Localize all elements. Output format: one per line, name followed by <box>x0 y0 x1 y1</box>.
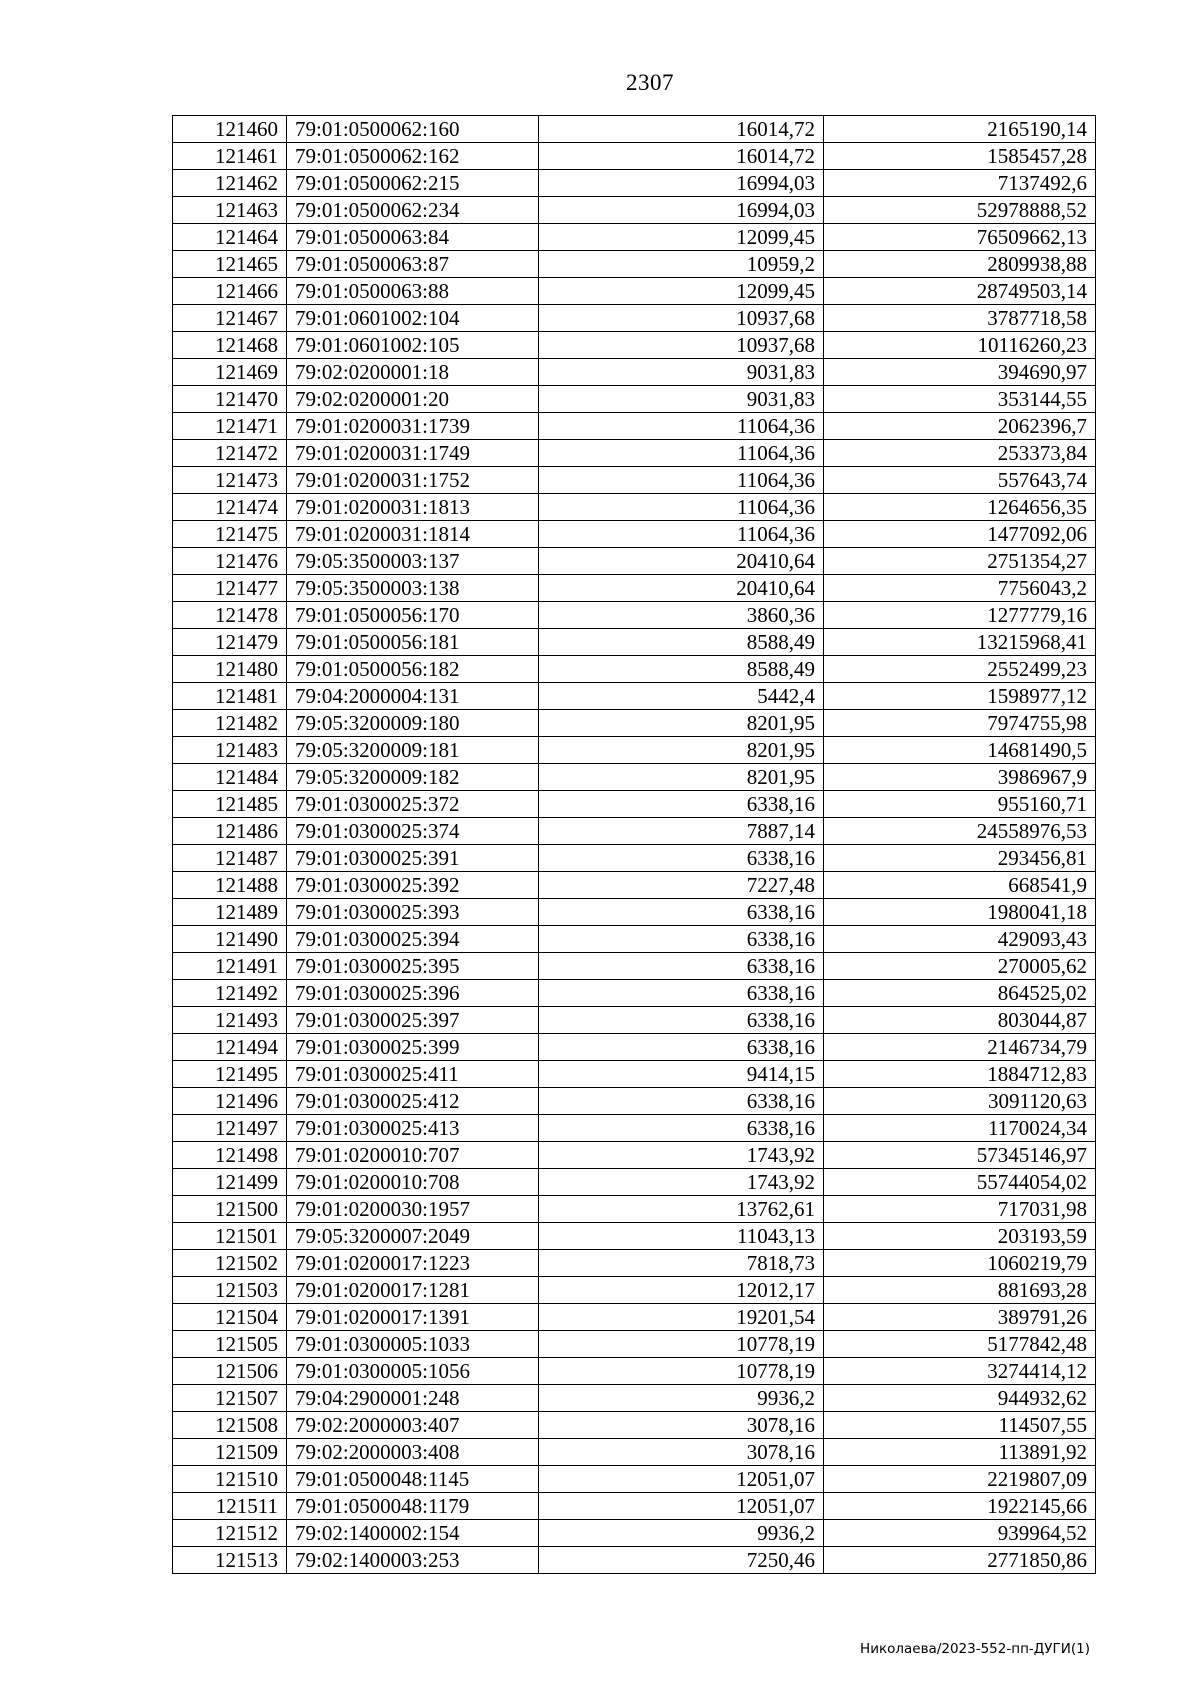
row-number-cell: 121503 <box>173 1277 287 1304</box>
table-row <box>173 440 1096 467</box>
table-row <box>173 224 1096 251</box>
row-number-cell: 121484 <box>173 764 287 791</box>
cadastral-number-cell: 79:01:0300005:1033 <box>287 1331 539 1358</box>
specific-value-cell: 7250,46 <box>539 1547 824 1574</box>
cadastral-cost-cell: 203193,59 <box>824 1223 1096 1250</box>
specific-value-cell: 3078,16 <box>539 1412 824 1439</box>
cadastral-number-cell: 79:01:0200031:1814 <box>287 521 539 548</box>
cadastral-number-cell: 79:01:0200031:1749 <box>287 440 539 467</box>
cadastral-cost-cell: 557643,74 <box>824 467 1096 494</box>
table-row <box>173 764 1096 791</box>
row-number-cell: 121498 <box>173 1142 287 1169</box>
cadastral-number-cell: 79:01:0300025:372 <box>287 791 539 818</box>
table-row <box>173 656 1096 683</box>
table-row <box>173 467 1096 494</box>
cadastral-number-cell: 79:01:0200030:1957 <box>287 1196 539 1223</box>
row-number-cell: 121491 <box>173 953 287 980</box>
cadastral-number-cell: 79:01:0500048:1179 <box>287 1493 539 1520</box>
cadastral-cost-cell: 1585457,28 <box>824 143 1096 170</box>
specific-value-cell: 6338,16 <box>539 926 824 953</box>
cadastral-cost-cell: 2552499,23 <box>824 656 1096 683</box>
document-footer-code: Николаева/2023-552-пп-ДУГИ(1) <box>860 1641 1090 1657</box>
cadastral-cost-cell: 28749503,14 <box>824 278 1096 305</box>
cadastral-cost-cell: 668541,9 <box>824 872 1096 899</box>
specific-value-cell: 9936,2 <box>539 1385 824 1412</box>
cadastral-number-cell: 79:01:0300025:411 <box>287 1061 539 1088</box>
row-number-cell: 121481 <box>173 683 287 710</box>
specific-value-cell: 10937,68 <box>539 305 824 332</box>
specific-value-cell: 20410,64 <box>539 575 824 602</box>
specific-value-cell: 19201,54 <box>539 1304 824 1331</box>
cadastral-cost-cell: 2809938,88 <box>824 251 1096 278</box>
cadastral-cost-cell: 394690,97 <box>824 359 1096 386</box>
cadastral-cost-cell: 1277779,16 <box>824 602 1096 629</box>
table-row <box>173 602 1096 629</box>
cadastral-cost-cell: 3091120,63 <box>824 1088 1096 1115</box>
row-number-cell: 121477 <box>173 575 287 602</box>
specific-value-cell: 6338,16 <box>539 1007 824 1034</box>
table-row <box>173 548 1096 575</box>
specific-value-cell: 12051,07 <box>539 1466 824 1493</box>
row-number-cell: 121482 <box>173 710 287 737</box>
table-row <box>173 1196 1096 1223</box>
table-row <box>173 278 1096 305</box>
table-row <box>173 413 1096 440</box>
row-number-cell: 121467 <box>173 305 287 332</box>
cadastral-cost-cell: 2062396,7 <box>824 413 1096 440</box>
cadastral-cost-cell: 2751354,27 <box>824 548 1096 575</box>
cadastral-number-cell: 79:01:0200010:708 <box>287 1169 539 1196</box>
row-number-cell: 121461 <box>173 143 287 170</box>
row-number-cell: 121499 <box>173 1169 287 1196</box>
cadastral-number-cell: 79:01:0300025:412 <box>287 1088 539 1115</box>
specific-value-cell: 7818,73 <box>539 1250 824 1277</box>
specific-value-cell: 8201,95 <box>539 710 824 737</box>
cadastral-cost-cell: 55744054,02 <box>824 1169 1096 1196</box>
table-row <box>173 1250 1096 1277</box>
specific-value-cell: 11064,36 <box>539 521 824 548</box>
table-row <box>173 737 1096 764</box>
table-row <box>173 143 1096 170</box>
table-row <box>173 791 1096 818</box>
row-number-cell: 121472 <box>173 440 287 467</box>
specific-value-cell: 6338,16 <box>539 1034 824 1061</box>
cadastral-cost-cell: 14681490,5 <box>824 737 1096 764</box>
table-row <box>173 629 1096 656</box>
table-row <box>173 1439 1096 1466</box>
cadastral-number-cell: 79:01:0200010:707 <box>287 1142 539 1169</box>
cadastral-number-cell: 79:01:0300025:391 <box>287 845 539 872</box>
row-number-cell: 121475 <box>173 521 287 548</box>
row-number-cell: 121474 <box>173 494 287 521</box>
cadastral-cost-cell: 3274414,12 <box>824 1358 1096 1385</box>
specific-value-cell: 6338,16 <box>539 1115 824 1142</box>
row-number-cell: 121494 <box>173 1034 287 1061</box>
row-number-cell: 121470 <box>173 386 287 413</box>
cadastral-cost-cell: 1170024,34 <box>824 1115 1096 1142</box>
specific-value-cell: 3860,36 <box>539 602 824 629</box>
table-row <box>173 332 1096 359</box>
cadastral-cost-cell: 803044,87 <box>824 1007 1096 1034</box>
cadastral-number-cell: 79:01:0200017:1391 <box>287 1304 539 1331</box>
cadastral-number-cell: 79:01:0200017:1223 <box>287 1250 539 1277</box>
cadastral-cost-cell: 13215968,41 <box>824 629 1096 656</box>
table-row <box>173 1142 1096 1169</box>
cadastral-number-cell: 79:05:3200007:2049 <box>287 1223 539 1250</box>
cadastral-number-cell: 79:01:0500063:88 <box>287 278 539 305</box>
table-row <box>173 575 1096 602</box>
cadastral-cost-cell: 1477092,06 <box>824 521 1096 548</box>
cadastral-cost-cell: 1598977,12 <box>824 683 1096 710</box>
cadastral-cost-cell: 429093,43 <box>824 926 1096 953</box>
cadastral-number-cell: 79:04:2900001:248 <box>287 1385 539 1412</box>
cadastral-number-cell: 79:01:0200031:1752 <box>287 467 539 494</box>
table-row <box>173 1007 1096 1034</box>
cadastral-cost-cell: 389791,26 <box>824 1304 1096 1331</box>
row-number-cell: 121504 <box>173 1304 287 1331</box>
table-row <box>173 386 1096 413</box>
cadastral-cost-cell: 10116260,23 <box>824 332 1096 359</box>
row-number-cell: 121512 <box>173 1520 287 1547</box>
row-number-cell: 121479 <box>173 629 287 656</box>
specific-value-cell: 11043,13 <box>539 1223 824 1250</box>
cadastral-number-cell: 79:01:0300025:396 <box>287 980 539 1007</box>
cadastral-cost-cell: 113891,92 <box>824 1439 1096 1466</box>
cadastral-number-cell: 79:01:0300005:1056 <box>287 1358 539 1385</box>
cadastral-cost-cell: 1884712,83 <box>824 1061 1096 1088</box>
row-number-cell: 121497 <box>173 1115 287 1142</box>
row-number-cell: 121466 <box>173 278 287 305</box>
specific-value-cell: 6338,16 <box>539 980 824 1007</box>
specific-value-cell: 16994,03 <box>539 170 824 197</box>
cadastral-number-cell: 79:02:2000003:408 <box>287 1439 539 1466</box>
table-row <box>173 1358 1096 1385</box>
specific-value-cell: 1743,92 <box>539 1169 824 1196</box>
table-row <box>173 1385 1096 1412</box>
cadastral-number-cell: 79:05:3200009:181 <box>287 737 539 764</box>
cadastral-number-cell: 79:01:0500063:84 <box>287 224 539 251</box>
cadastral-number-cell: 79:02:1400002:154 <box>287 1520 539 1547</box>
cadastral-number-cell: 79:01:0500062:162 <box>287 143 539 170</box>
cadastral-cost-cell: 1922145,66 <box>824 1493 1096 1520</box>
row-number-cell: 121511 <box>173 1493 287 1520</box>
table-row <box>173 116 1096 143</box>
cadastral-cost-cell: 2165190,14 <box>824 116 1096 143</box>
table-row <box>173 170 1096 197</box>
table-row <box>173 521 1096 548</box>
specific-value-cell: 8588,49 <box>539 629 824 656</box>
table-row <box>173 818 1096 845</box>
cadastral-number-cell: 79:02:0200001:18 <box>287 359 539 386</box>
table-row <box>173 953 1096 980</box>
table-row <box>173 845 1096 872</box>
cadastral-cost-cell: 24558976,53 <box>824 818 1096 845</box>
cadastral-cost-cell: 293456,81 <box>824 845 1096 872</box>
row-number-cell: 121490 <box>173 926 287 953</box>
row-number-cell: 121462 <box>173 170 287 197</box>
row-number-cell: 121492 <box>173 980 287 1007</box>
row-number-cell: 121463 <box>173 197 287 224</box>
cadastral-cost-cell: 52978888,52 <box>824 197 1096 224</box>
row-number-cell: 121509 <box>173 1439 287 1466</box>
table-row <box>173 305 1096 332</box>
cadastral-number-cell: 79:02:0200001:20 <box>287 386 539 413</box>
specific-value-cell: 8588,49 <box>539 656 824 683</box>
specific-value-cell: 8201,95 <box>539 737 824 764</box>
cadastral-number-cell: 79:01:0200031:1739 <box>287 413 539 440</box>
cadastral-cost-cell: 7137492,6 <box>824 170 1096 197</box>
row-number-cell: 121505 <box>173 1331 287 1358</box>
cadastral-cost-cell: 881693,28 <box>824 1277 1096 1304</box>
cadastral-cost-cell: 7974755,98 <box>824 710 1096 737</box>
cadastral-number-cell: 79:01:0500062:160 <box>287 116 539 143</box>
specific-value-cell: 7887,14 <box>539 818 824 845</box>
row-number-cell: 121486 <box>173 818 287 845</box>
row-number-cell: 121476 <box>173 548 287 575</box>
row-number-cell: 121469 <box>173 359 287 386</box>
table-row <box>173 710 1096 737</box>
row-number-cell: 121513 <box>173 1547 287 1574</box>
cadastral-number-cell: 79:01:0200031:1813 <box>287 494 539 521</box>
row-number-cell: 121508 <box>173 1412 287 1439</box>
table-row <box>173 1331 1096 1358</box>
cadastral-number-cell: 79:01:0601002:104 <box>287 305 539 332</box>
specific-value-cell: 9031,83 <box>539 359 824 386</box>
specific-value-cell: 11064,36 <box>539 494 824 521</box>
row-number-cell: 121485 <box>173 791 287 818</box>
cadastral-cost-cell: 3787718,58 <box>824 305 1096 332</box>
table-row <box>173 1115 1096 1142</box>
table-row <box>173 1061 1096 1088</box>
specific-value-cell: 16014,72 <box>539 143 824 170</box>
specific-value-cell: 6338,16 <box>539 845 824 872</box>
cadastral-number-cell: 79:02:1400003:253 <box>287 1547 539 1574</box>
cadastral-number-cell: 79:01:0601002:105 <box>287 332 539 359</box>
row-number-cell: 121483 <box>173 737 287 764</box>
table-row <box>173 1277 1096 1304</box>
table-row <box>173 926 1096 953</box>
row-number-cell: 121468 <box>173 332 287 359</box>
table-body <box>173 116 1096 1574</box>
cadastral-number-cell: 79:02:2000003:407 <box>287 1412 539 1439</box>
table-row <box>173 1466 1096 1493</box>
cadastral-number-cell: 79:01:0300025:399 <box>287 1034 539 1061</box>
cadastral-cost-cell: 2146734,79 <box>824 1034 1096 1061</box>
specific-value-cell: 20410,64 <box>539 548 824 575</box>
table-row <box>173 197 1096 224</box>
cadastral-number-cell: 79:01:0500056:170 <box>287 602 539 629</box>
specific-value-cell: 12099,45 <box>539 278 824 305</box>
specific-value-cell: 9936,2 <box>539 1520 824 1547</box>
cadastral-cost-cell: 114507,55 <box>824 1412 1096 1439</box>
row-number-cell: 121488 <box>173 872 287 899</box>
table-row <box>173 1304 1096 1331</box>
specific-value-cell: 6338,16 <box>539 899 824 926</box>
table-row <box>173 1034 1096 1061</box>
row-number-cell: 121510 <box>173 1466 287 1493</box>
row-number-cell: 121507 <box>173 1385 287 1412</box>
cadastral-number-cell: 79:01:0500062:234 <box>287 197 539 224</box>
cadastral-value-table <box>172 115 1096 1574</box>
row-number-cell: 121493 <box>173 1007 287 1034</box>
specific-value-cell: 6338,16 <box>539 1088 824 1115</box>
cadastral-number-cell: 79:01:0300025:374 <box>287 818 539 845</box>
row-number-cell: 121460 <box>173 116 287 143</box>
cadastral-cost-cell: 270005,62 <box>824 953 1096 980</box>
cadastral-cost-cell: 955160,71 <box>824 791 1096 818</box>
row-number-cell: 121489 <box>173 899 287 926</box>
cadastral-number-cell: 79:05:3200009:180 <box>287 710 539 737</box>
row-number-cell: 121478 <box>173 602 287 629</box>
page-number: 2307 <box>626 70 674 95</box>
specific-value-cell: 10959,2 <box>539 251 824 278</box>
cadastral-number-cell: 79:01:0300025:393 <box>287 899 539 926</box>
specific-value-cell: 10937,68 <box>539 332 824 359</box>
cadastral-cost-cell: 7756043,2 <box>824 575 1096 602</box>
specific-value-cell: 9031,83 <box>539 386 824 413</box>
specific-value-cell: 16994,03 <box>539 197 824 224</box>
cadastral-cost-cell: 864525,02 <box>824 980 1096 1007</box>
cadastral-number-cell: 79:01:0500056:182 <box>287 656 539 683</box>
cadastral-number-cell: 79:01:0200017:1281 <box>287 1277 539 1304</box>
cadastral-number-cell: 79:01:0500048:1145 <box>287 1466 539 1493</box>
cadastral-number-cell: 79:01:0500063:87 <box>287 251 539 278</box>
cadastral-cost-cell: 353144,55 <box>824 386 1096 413</box>
table-row <box>173 1493 1096 1520</box>
table-row <box>173 1412 1096 1439</box>
row-number-cell: 121501 <box>173 1223 287 1250</box>
cadastral-cost-cell: 253373,84 <box>824 440 1096 467</box>
row-number-cell: 121500 <box>173 1196 287 1223</box>
specific-value-cell: 11064,36 <box>539 467 824 494</box>
specific-value-cell: 12012,17 <box>539 1277 824 1304</box>
row-number-cell: 121473 <box>173 467 287 494</box>
specific-value-cell: 13762,61 <box>539 1196 824 1223</box>
table-row <box>173 359 1096 386</box>
cadastral-number-cell: 79:04:2000004:131 <box>287 683 539 710</box>
cadastral-number-cell: 79:01:0300025:392 <box>287 872 539 899</box>
specific-value-cell: 8201,95 <box>539 764 824 791</box>
table-row <box>173 1520 1096 1547</box>
cadastral-cost-cell: 2771850,86 <box>824 1547 1096 1574</box>
specific-value-cell: 6338,16 <box>539 791 824 818</box>
specific-value-cell: 11064,36 <box>539 440 824 467</box>
specific-value-cell: 11064,36 <box>539 413 824 440</box>
cadastral-number-cell: 79:01:0300025:413 <box>287 1115 539 1142</box>
specific-value-cell: 12099,45 <box>539 224 824 251</box>
cadastral-number-cell: 79:05:3200009:182 <box>287 764 539 791</box>
cadastral-cost-cell: 1264656,35 <box>824 494 1096 521</box>
cadastral-cost-cell: 1060219,79 <box>824 1250 1096 1277</box>
table-row <box>173 1169 1096 1196</box>
row-number-cell: 121506 <box>173 1358 287 1385</box>
row-number-cell: 121495 <box>173 1061 287 1088</box>
cadastral-cost-cell: 2219807,09 <box>824 1466 1096 1493</box>
row-number-cell: 121465 <box>173 251 287 278</box>
cadastral-cost-cell: 944932,62 <box>824 1385 1096 1412</box>
cadastral-number-cell: 79:05:3500003:137 <box>287 548 539 575</box>
specific-value-cell: 10778,19 <box>539 1358 824 1385</box>
specific-value-cell: 5442,4 <box>539 683 824 710</box>
cadastral-number-cell: 79:01:0300025:397 <box>287 1007 539 1034</box>
row-number-cell: 121502 <box>173 1250 287 1277</box>
table-row <box>173 872 1096 899</box>
cadastral-cost-cell: 57345146,97 <box>824 1142 1096 1169</box>
table-row <box>173 251 1096 278</box>
cadastral-number-cell: 79:01:0500056:181 <box>287 629 539 656</box>
specific-value-cell: 9414,15 <box>539 1061 824 1088</box>
cadastral-number-cell: 79:01:0500062:215 <box>287 170 539 197</box>
table-row <box>173 494 1096 521</box>
row-number-cell: 121471 <box>173 413 287 440</box>
specific-value-cell: 7227,48 <box>539 872 824 899</box>
cadastral-cost-cell: 717031,98 <box>824 1196 1096 1223</box>
specific-value-cell: 10778,19 <box>539 1331 824 1358</box>
table-row <box>173 1088 1096 1115</box>
table-row <box>173 683 1096 710</box>
row-number-cell: 121464 <box>173 224 287 251</box>
specific-value-cell: 1743,92 <box>539 1142 824 1169</box>
cadastral-cost-cell: 5177842,48 <box>824 1331 1096 1358</box>
cadastral-cost-cell: 1980041,18 <box>824 899 1096 926</box>
cadastral-number-cell: 79:01:0300025:394 <box>287 926 539 953</box>
cadastral-cost-cell: 76509662,13 <box>824 224 1096 251</box>
specific-value-cell: 16014,72 <box>539 116 824 143</box>
table-row <box>173 980 1096 1007</box>
row-number-cell: 121487 <box>173 845 287 872</box>
cadastral-number-cell: 79:01:0300025:395 <box>287 953 539 980</box>
cadastral-cost-cell: 939964,52 <box>824 1520 1096 1547</box>
table-row <box>173 899 1096 926</box>
specific-value-cell: 6338,16 <box>539 953 824 980</box>
table-row <box>173 1547 1096 1574</box>
specific-value-cell: 12051,07 <box>539 1493 824 1520</box>
specific-value-cell: 3078,16 <box>539 1439 824 1466</box>
cadastral-cost-cell: 3986967,9 <box>824 764 1096 791</box>
row-number-cell: 121496 <box>173 1088 287 1115</box>
table-row <box>173 1223 1096 1250</box>
cadastral-number-cell: 79:05:3500003:138 <box>287 575 539 602</box>
row-number-cell: 121480 <box>173 656 287 683</box>
